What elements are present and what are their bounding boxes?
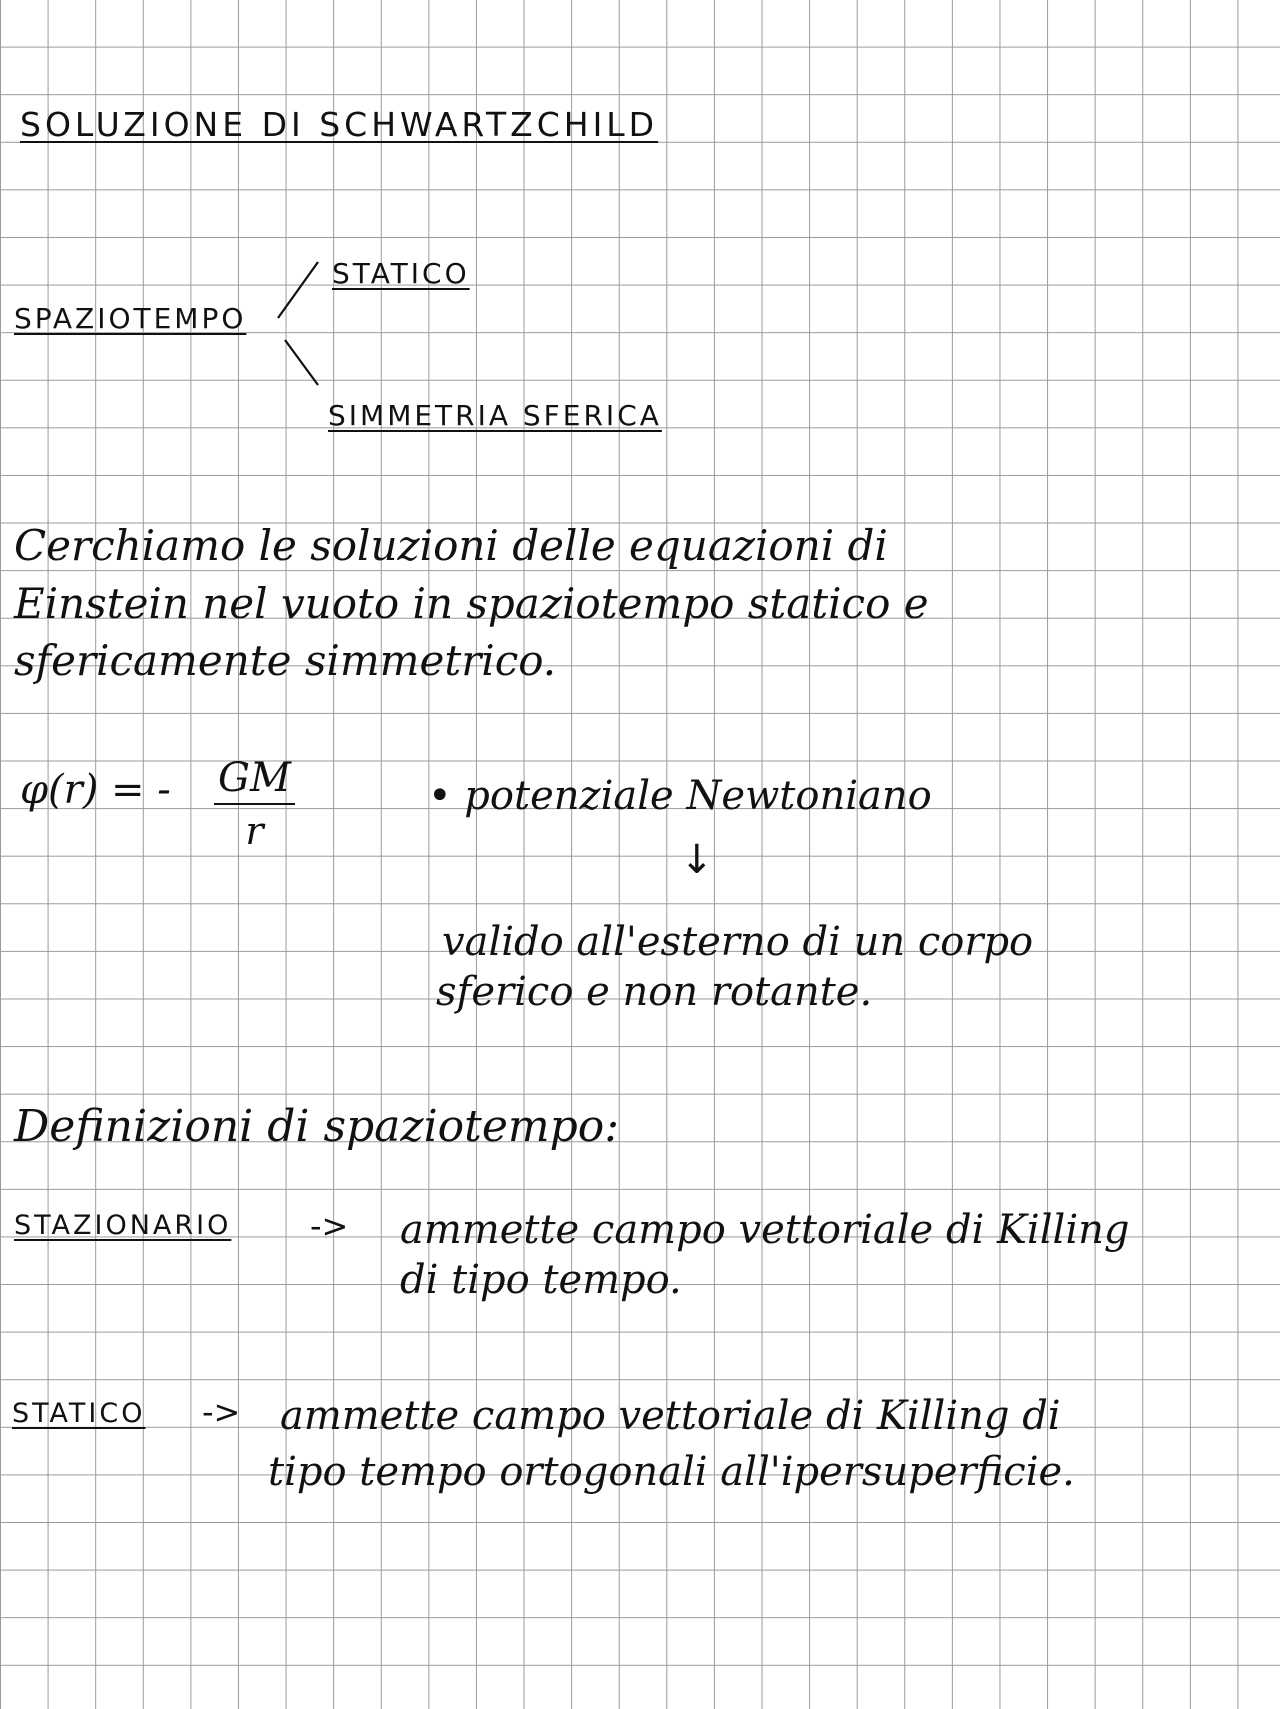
arrow-statico: ->: [202, 1393, 241, 1431]
formula-numerator: GM: [214, 755, 295, 805]
term-stazionario: STAZIONARIO: [14, 1210, 232, 1241]
formula-lhs: φ(r) = -: [20, 767, 171, 813]
page-title: SOLUZIONE DI SCHWARTZCHILD: [20, 105, 659, 144]
formula-fraction: [214, 755, 295, 853]
definitions-heading: Definizioni di spaziotempo:: [14, 1101, 620, 1152]
statico-def-line-2: tipo tempo ortogonali all'ipersuperficie.: [268, 1449, 1075, 1495]
diagram-branch-simmetria-sferica: SIMMETRIA SFERICA: [328, 399, 662, 432]
branch-line-up: [278, 262, 318, 318]
diagram-root-label: SPAZIOTEMPO: [14, 302, 247, 335]
intro-line-2: Einstein nel vuoto in spaziotempo statico e: [14, 579, 929, 628]
intro-line-3: sfericamente simmetrico.: [14, 636, 557, 685]
branch-line-down: [285, 340, 318, 385]
newton-label: • potenziale Newtoniano: [428, 773, 932, 819]
formula-denominator: r: [245, 809, 264, 853]
intro-line-1: Cerchiamo le soluzioni delle equazioni di: [14, 521, 888, 570]
term-statico: STATICO: [12, 1398, 146, 1429]
arrow-stazionario: ->: [310, 1207, 349, 1245]
diagram-branch-statico: STATICO: [332, 257, 470, 290]
stazionario-def-line-2: di tipo tempo.: [400, 1257, 682, 1303]
newton-line-2: sferico e non rotante.: [436, 969, 873, 1015]
newton-line-1: valido all'esterno di un corpo: [442, 919, 1034, 965]
statico-def-line-1: ammette campo vettoriale di Killing di: [280, 1393, 1061, 1439]
down-arrow-icon: ↓: [680, 837, 714, 883]
stazionario-def-line-1: ammette campo vettoriale di Killing: [400, 1207, 1130, 1253]
